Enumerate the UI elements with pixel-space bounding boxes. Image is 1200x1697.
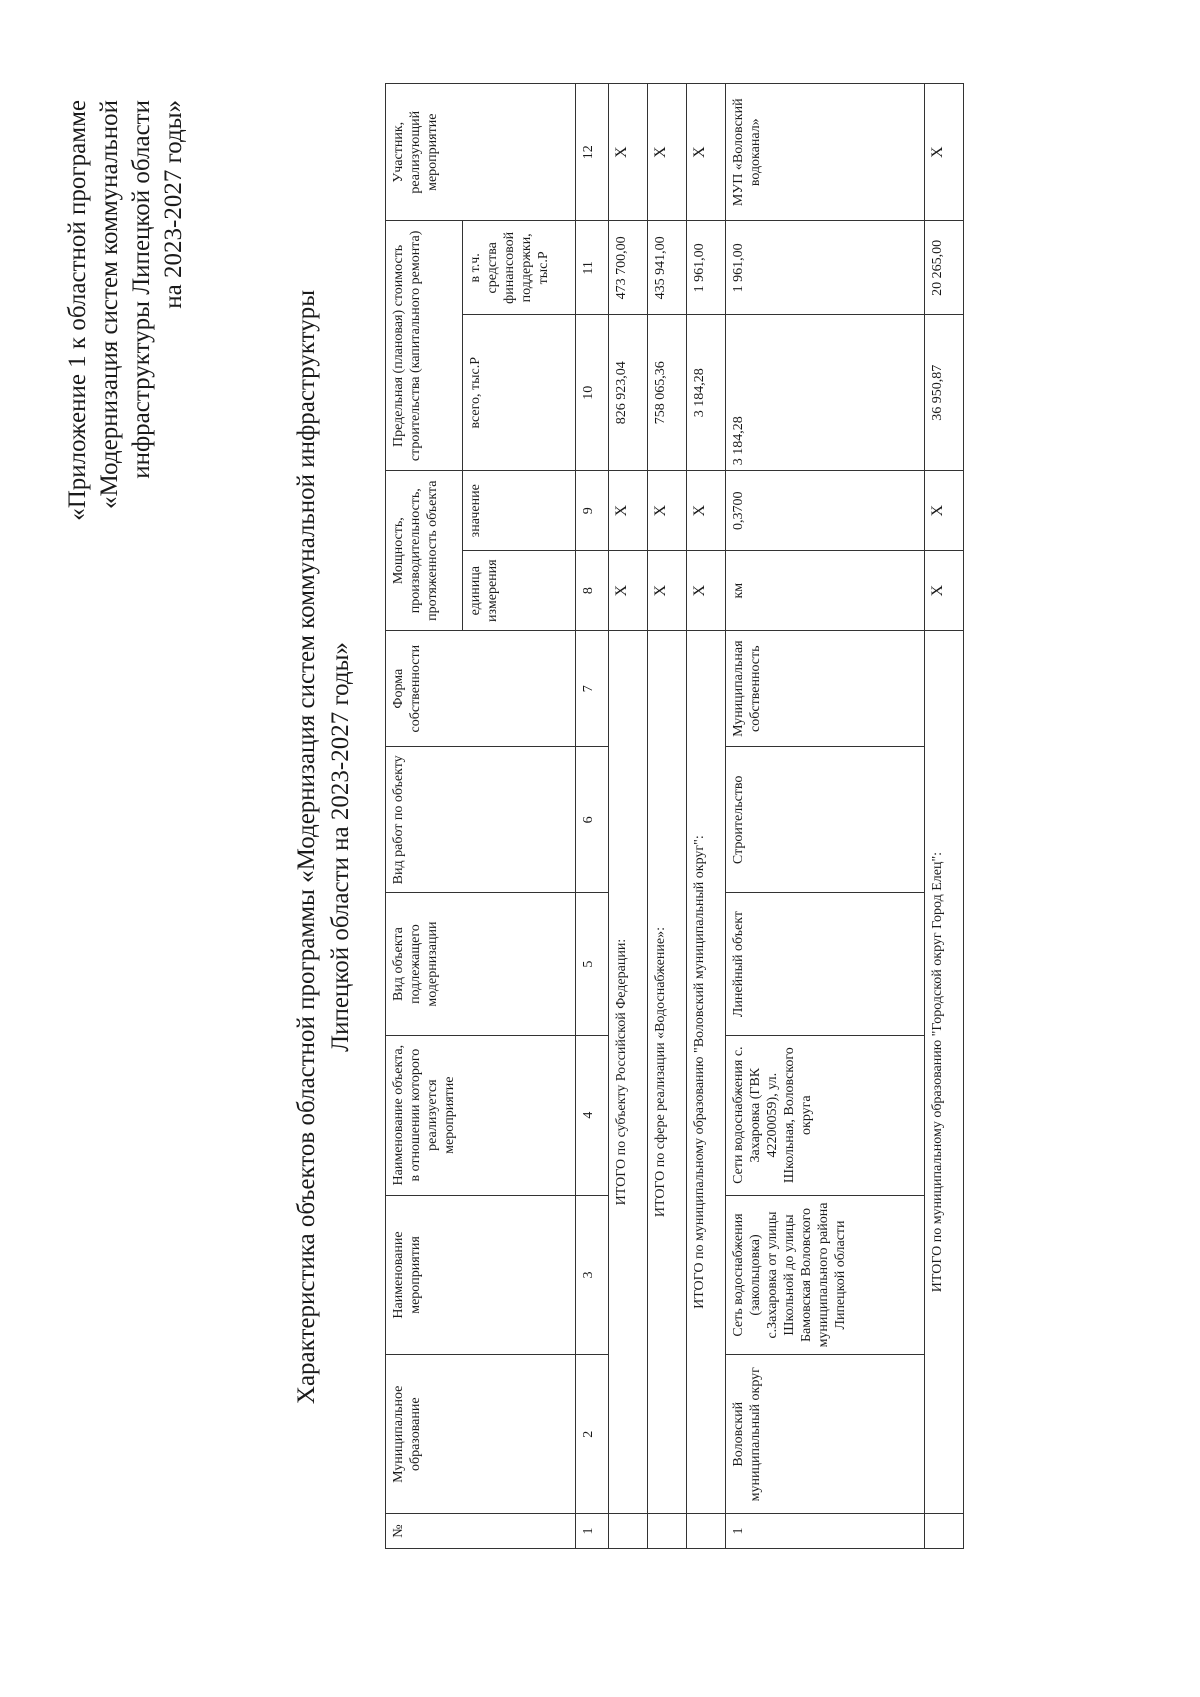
col-number: 11 bbox=[576, 221, 609, 315]
total-value: Х bbox=[609, 471, 648, 551]
header-ownership: Форма собственности bbox=[386, 631, 576, 747]
col-number: 1 bbox=[576, 1514, 609, 1549]
header-event-name: Наименование мероприятия bbox=[386, 1195, 576, 1355]
total-value: Х bbox=[687, 471, 726, 551]
table-row bbox=[726, 84, 925, 1549]
header-row-1 bbox=[386, 84, 463, 1549]
title-line-1: Характеристика объектов областной программы «Модернизация систем коммунальной инфраструктуры bbox=[293, 289, 320, 1405]
document-title bbox=[290, 157, 358, 1537]
header-municipality: Муниципальное образование bbox=[386, 1355, 576, 1514]
header-num: № bbox=[386, 1514, 576, 1549]
total-support: 435 941,00 bbox=[648, 221, 687, 315]
appendix-line-2: «Модернизация систем коммунальной bbox=[96, 100, 123, 509]
total-participant: Х bbox=[609, 84, 648, 221]
header-object-type: Вид объекта подлежащего модернизации bbox=[386, 893, 576, 1035]
row-event-name: Сеть водоснабжения (закольцовка) с.Захаровка от улицы Школьной до улицы Бамовская Воловского муниципального района Липецкой области bbox=[726, 1195, 925, 1355]
col-number: 10 bbox=[576, 315, 609, 471]
header-object-name: Наименование объекта, в отношении которого реализуется мероприятие bbox=[386, 1035, 576, 1195]
col-number: 5 bbox=[576, 893, 609, 1035]
appendix-line-1: «Приложение 1 к областной программе bbox=[64, 100, 91, 521]
header-capacity-unit: единица измерения bbox=[463, 551, 576, 631]
col-number: 3 bbox=[576, 1195, 609, 1355]
total-unit: Х bbox=[925, 551, 964, 631]
total-sphere-row bbox=[648, 84, 687, 1549]
row-municipality: Воловский муниципальный округ bbox=[726, 1355, 925, 1514]
header-capacity-value: значение bbox=[463, 471, 576, 551]
row-object-name: Сети водоснабжения с. Захаровка (ГВК 42200059), ул. Школьная, Воловского округа bbox=[726, 1035, 925, 1195]
total-cost: 36 950,87 bbox=[925, 315, 964, 471]
total-cost: 3 184,28 bbox=[687, 315, 726, 471]
col-number: 7 bbox=[576, 631, 609, 747]
total-value: Х bbox=[925, 471, 964, 551]
title-line-2: Липецкой области на 2023-2027 годы» bbox=[327, 642, 354, 1052]
total-label: ИТОГО по субъекту Российской Федерации: bbox=[609, 631, 648, 1514]
total-support: 473 700,00 bbox=[609, 221, 648, 315]
row-participant: МУП «Воловский водоканал» bbox=[726, 84, 925, 221]
appendix-line-4: на 2023-2027 годы» bbox=[160, 100, 187, 309]
row-cost-support: 1 961,00 bbox=[726, 221, 925, 315]
header-capacity: Мощность, производительность, протяженность объекта bbox=[386, 471, 463, 631]
appendix-line-3: инфраструктуры Липецкой области bbox=[128, 100, 155, 479]
total-participant: Х bbox=[648, 84, 687, 221]
column-numbers-row bbox=[576, 84, 609, 1549]
row-work-type: Строительство bbox=[726, 747, 925, 893]
header-participant: Участник, реализующий мероприятие bbox=[386, 84, 576, 221]
total-participant: Х bbox=[925, 84, 964, 221]
row-cost-total: 3 184,28 bbox=[726, 315, 925, 471]
total-unit: Х bbox=[648, 551, 687, 631]
total-label: ИТОГО по муниципальному образованию "Воловский муниципальный округ": bbox=[687, 631, 726, 1514]
appendix-note bbox=[62, 100, 190, 860]
total-subject-row bbox=[609, 84, 648, 1549]
total-unit: Х bbox=[687, 551, 726, 631]
row-unit: км bbox=[726, 551, 925, 631]
total-cost: 826 923,04 bbox=[609, 315, 648, 471]
header-work-type: Вид работ по объекту bbox=[386, 747, 576, 893]
col-number: 6 bbox=[576, 747, 609, 893]
header-cost-support: в т.ч. средства финансовой поддержки, тыс.Р bbox=[463, 221, 576, 315]
row-value: 0,3700 bbox=[726, 471, 925, 551]
total-elets-row bbox=[925, 84, 964, 1549]
row-num: 1 bbox=[726, 1514, 925, 1549]
header-cost: Предельная (плановая) стоимость строительства (капитального ремонта) bbox=[386, 221, 463, 471]
total-label: ИТОГО по сфере реализации «Водоснабжение»: bbox=[648, 631, 687, 1514]
objects-table bbox=[385, 83, 964, 1549]
total-value: Х bbox=[648, 471, 687, 551]
total-support: 20 265,00 bbox=[925, 221, 964, 315]
col-number: 12 bbox=[576, 84, 609, 221]
total-participant: Х bbox=[687, 84, 726, 221]
row-ownership: Муниципальная собственность bbox=[726, 631, 925, 747]
total-support: 1 961,00 bbox=[687, 221, 726, 315]
col-number: 8 bbox=[576, 551, 609, 631]
col-number: 2 bbox=[576, 1355, 609, 1514]
col-number: 9 bbox=[576, 471, 609, 551]
col-number: 4 bbox=[576, 1035, 609, 1195]
total-cost: 758 065,36 bbox=[648, 315, 687, 471]
total-label: ИТОГО по муниципальному образованию "Городской округ Город Елец": bbox=[925, 631, 964, 1514]
total-volovo-row bbox=[687, 84, 726, 1549]
row-object-type: Линейный объект bbox=[726, 893, 925, 1035]
header-cost-total: всего, тыс.Р bbox=[463, 315, 576, 471]
total-unit: Х bbox=[609, 551, 648, 631]
